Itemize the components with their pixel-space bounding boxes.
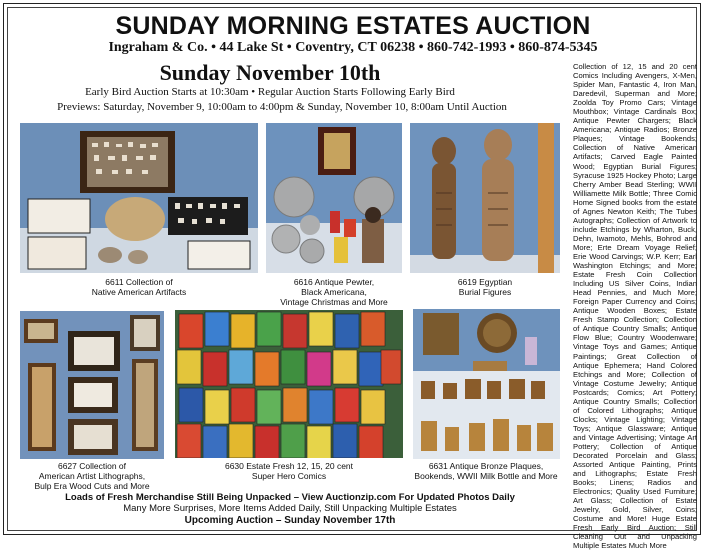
photo-egyptian-figures-image bbox=[410, 123, 560, 273]
footer-updates-line: Loads of Fresh Merchandise Still Being Unpacked – View Auctionzip.com For Updated Photos Daily bbox=[65, 492, 515, 503]
caption-line: Vintage Christmas and More bbox=[280, 297, 388, 307]
photo-antique-pewter-image bbox=[266, 123, 402, 273]
photo-antique-pewter bbox=[266, 123, 402, 273]
caption-egyptian-figures bbox=[435, 277, 535, 297]
early-bird-line: Early Bird Auction Starts at 10:30am • Regular Auction Starts Following Early Bird bbox=[85, 86, 455, 98]
footer-upcoming-auction: Upcoming Auction – Sunday November 17th bbox=[184, 515, 396, 526]
caption-line: 6619 Egyptian bbox=[457, 277, 513, 287]
photo-native-american-artifacts-image bbox=[20, 123, 258, 273]
caption-line: Black Americana, bbox=[301, 287, 367, 297]
photo-egyptian-figures bbox=[410, 123, 560, 273]
caption-line: 6611 Collection of bbox=[105, 277, 173, 287]
caption-bronze-plaques bbox=[410, 461, 562, 481]
photo-artist-lithographs-image bbox=[20, 311, 164, 459]
caption-line: Bookends, WWII Milk Bottle and More bbox=[414, 471, 558, 481]
caption-native-american-artifacts bbox=[50, 277, 228, 297]
caption-line: Burial Figures bbox=[458, 287, 512, 297]
footer-surprises-line: Many More Surprises, More Items Added Daily, Still Unpacking Multiple Estates bbox=[123, 503, 457, 514]
caption-antique-pewter bbox=[264, 277, 404, 307]
caption-line: American Artist Lithographs, bbox=[38, 471, 146, 481]
caption-line: Bulp Era Wood Cuts and More bbox=[34, 481, 150, 491]
caption-super-hero-comics bbox=[200, 461, 378, 481]
photo-bronze-plaques bbox=[413, 309, 560, 459]
photo-artist-lithographs bbox=[20, 311, 164, 459]
auction-address: Ingraham & Co. • 44 Lake St • Coventry, CT 06238 • 860-742-1993 • 860-874-5345 bbox=[108, 40, 598, 55]
caption-artist-lithographs bbox=[22, 461, 162, 491]
caption-line: 6627 Collection of bbox=[57, 461, 127, 471]
previews-line: Previews: Saturday, November 9, 10:00am to 4:00pm & Sunday, November 10, 8:00am Until Auction bbox=[57, 101, 507, 113]
caption-line: 6631 Antique Bronze Plaques, bbox=[428, 461, 544, 471]
photo-super-hero-comics bbox=[175, 310, 403, 458]
caption-line: 6630 Estate Fresh 12, 15, 20 cent bbox=[224, 461, 354, 471]
caption-line: Super Hero Comics bbox=[251, 471, 327, 481]
photo-native-american-artifacts bbox=[20, 123, 258, 273]
caption-line: 6616 Antique Pewter, bbox=[293, 277, 375, 287]
photo-bronze-plaques-image bbox=[413, 309, 560, 459]
photo-super-hero-comics-image bbox=[175, 310, 403, 458]
auction-title: SUNDAY MORNING ESTATES AUCTION bbox=[115, 12, 591, 40]
caption-line: Native American Artifacts bbox=[91, 287, 187, 297]
auction-date: Sunday November 10th bbox=[159, 60, 381, 85]
item-list-text: Collection of 12, 15 and 20 cent Comics Including Avengers, X-Men, Spider Man, Fantastic 4, Iron Man, Daredevil, Superman and More; Zoolda Toy Promo Cars; Vintage Mouthbox; Vintage Cardinals Box; Antique Pewter Chargers; Black Americana; Antique Radios; Bronze Plaques; Vintage Bookends; Collection of Native American Artifacts; Carved Eagle Painted Wood; Egyptian Burial Figures; Syracuse 1925 Hockey Photo; Large Cherry Amber Bead Sterling; WWII Williamette Milk Bottle; Three Comic Home Signed books from the estate of Agnes Newton Keith; The Tubes Autographs; Collection of Artwork to include Etchings by Wharton, Buck, Dehn, Iwamoto, Mehls, Bohrod and More; Erte Dream Voyage Relief; Erie Wood Carvings; W.P. Kerr; Earl Washington Etchings; and More; Estate Fresh Coin Collection Including US Silver Coins, Indian Head Pennies, and Much More; Foreign Paper Currency and Coins; Antique Wooden Boxes; Estate Fresh Stamp Collection; Collection of Antique Country Smalls; Antique Flow Blue; Country Woodenware; Vintage Toys and Games; Antique Paintings; Great Collection of Antique Ephemera; Hand Colored Etchings and More; Collection of Vintage Costume Jewelry; Antique Postcards; Comics; Art Pottery; Antique Country Smalls; Collection of Colored Lithographs; Antique Clocks; Vintage Lighting; Vintage Toys; Antique Glassware; Antique and Vintage Advertising; Vintage Art Pottery; Collection of Antique Decorated Porcelain and Glass; Assorted Antique Painting, Prints and Lithographs; Estate Fresh Books; Linens; Radios and Electronics; Quality Used Furniture; Art Glass; Collection of Estate Jewelry, Gold, Silver, Coins; Costume and More! Huge Estate Fresh Early Bird Auction; Still Cleaning Out and Unpacking Multiple Estates Much More bbox=[573, 62, 697, 551]
